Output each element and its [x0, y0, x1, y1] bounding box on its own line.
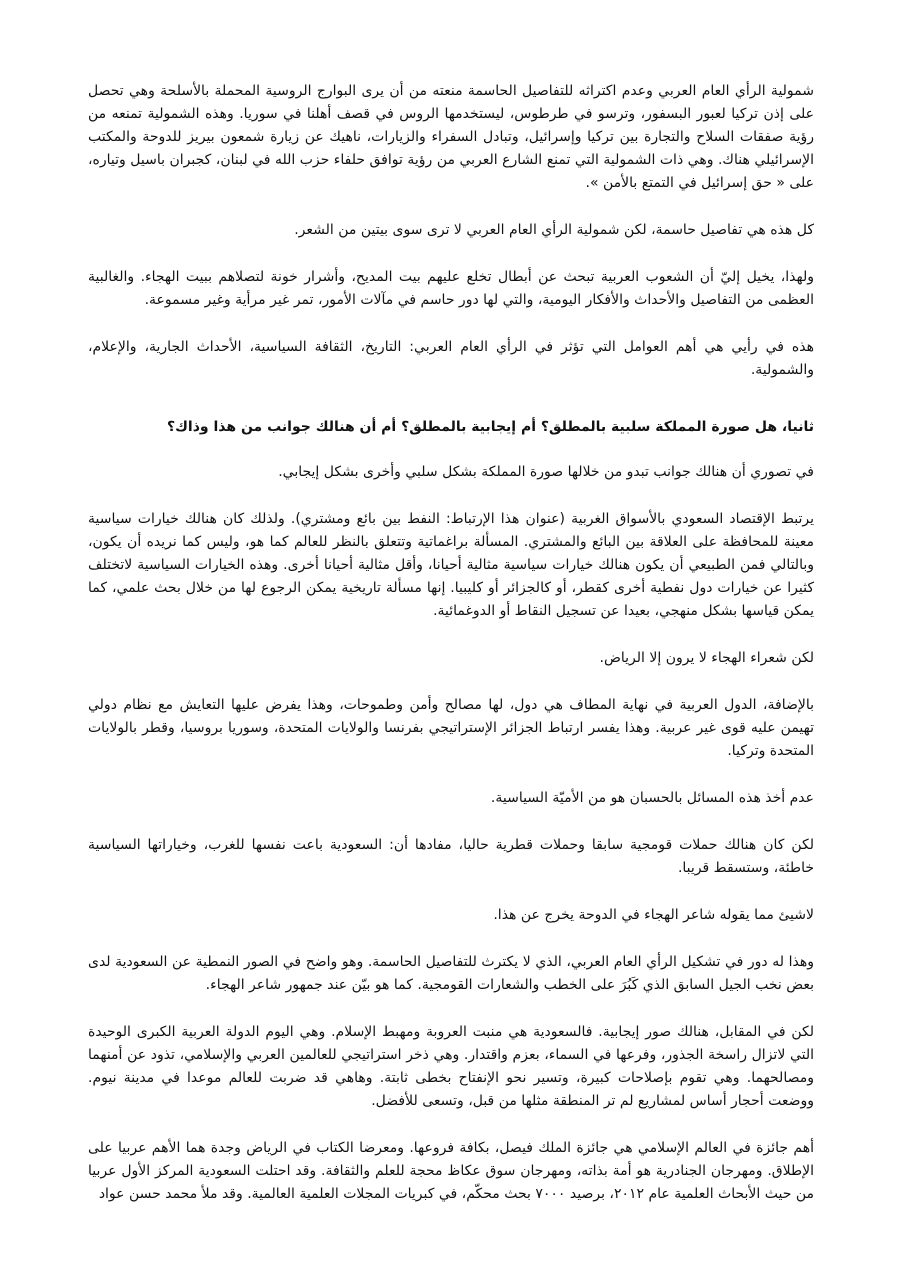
paragraph: أهم جائزة في العالم الإسلامي هي جائزة الملك فيصل، بكافة فروعها. ومعرضا الكتاب في الرياض وجدة هما الأهم عربيا على الإطلاق. ومهرجان الجنادرية هو أمة بذاته، ومهرجان سوق عكاظ محجة للعلم والثقافة. وقد احتلت السعودية المركز الأول عربيا من حيث الأبحاث العلمية عام ٢٠١٢، برصيد ٧٠٠٠ بحث محكّم، في كبريات المجلات العلمية العالمية. وقد ملأ محمد حسن عواد	[88, 1140, 814, 1202]
document-body	[88, 80, 814, 1230]
paragraph: عدم أخذ هذه المسائل بالحسبان هو من الأميّة السياسية.	[490, 790, 814, 806]
paragraph: شمولية الرأي العام العربي وعدم اكتراثه للتفاصيل الحاسمة منعته من أن يرى البوارج الروسية المحملة بالأسلحة وهي تحصل على إذن تركيا لعبور البسفور، وترسو في طرطوس، ليستخدمها الروس في قصف أهلنا في سوريا. وهذه الشمولية تمنعه من رؤية صفقات السلاح والتجارة بين تركيا وإسرائيل، وتبادل السفراء والزيارات، ناهيك عن زيارة شمعون بيريز للدوحة والمكتب الإسرائيلي هناك. وهي ذات الشمولية التي تمنع الشارع العربي من رؤية توافق حلفاء حزب الله في لبنان، كجبران باسيل وتياره، على « حق إسرائيل في التمتع بالأمن ».	[88, 83, 814, 191]
paragraph: كل هذه هي تفاصيل حاسمة، لكن شمولية الرأي العام العربي لا ترى سوى بيتين من الشعر.	[294, 222, 814, 238]
paragraph: لاشيئ مما يقوله شاعر الهجاء في الدوحة يخرج عن هذا.	[493, 907, 814, 923]
paragraph: لكن في المقابل، هنالك صور إيجابية. فالسعودية هي منبت العروبة ومهبط الإسلام. وهي اليوم الدولة العربية الكبرى الوحيدة التي لاتزال راسخة الجذور، وفرعها في السماء، بعزم واقتدار. وهي ذخر استراتيجي للعالمين العربي والإسلامي، تذود عن أمنهما ومصالحهما. وهي تقوم بإصلاحات كبيرة، وتسير نحو الإنفتاح بخطى ثابتة. وهاهي قد ضربت للعالم موعدا في مدينة نيوم. ووضعت أحجار أساس لمشاريع لم تر المنطقة مثلها من قبل، وتسعى للأفضل.	[88, 1024, 814, 1109]
paragraph: هذه في رأيي هي أهم العوامل التي تؤثر في الرأي العام العربي: التاريخ، الثقافة السياسية، الأحداث الجارية، والإعلام، والشمولية.	[88, 339, 814, 378]
paragraph: وهذا له دور في تشكيل الرأي العام العربي، الذي لا يكترث للتفاصيل الحاسمة. وهو واضح في الصور النمطية عن السعودية لدى بعض نخب الجيل السابق الذي كَبُرَ على الخطب والشعارات القومجية. كما هو بيّن عند جمهور شاعر الهجاء.	[88, 954, 814, 993]
paragraph: يرتبط الإقتصاد السعودي بالأسواق الغربية (عنوان هذا الإرتباط: النفط بين بائع ومشتري). ولذلك كان هنالك خيارات سياسية معينة للمحافظة على العلاقة بين البائع والمشتري. المسألة براغماتية وتتعلق بالنظر للعالم كما هو، وليس كما نريده أن يكون، وبالتالي فمن الطبيعي أن يكون هنالك خيارات سياسية مثالية أحيانا، وأقل مثالية أحيانا أخرى. وهذه الخيارات السياسية لاتختلف كثيرا عن خيارات دول نفطية أخرى كقطر، أو كالجزائر أو كليبيا. إنها مسألة تاريخية يمكن الرجوع لها من خلال بحث علمي، كما يمكن قياسها بشكل منهجي، بعيدا عن تسجيل النقاط أو الدوغمائية.	[88, 511, 814, 619]
section-heading: ثانيا، هل صورة المملكة سلبية بالمطلق؟ أم إيجابية بالمطلق؟ أم أن هنالك جوانب من هذا وذاك؟	[166, 419, 814, 435]
paragraph: لكن كان هنالك حملات قومجية سابقا وحملات قطرية حاليا، مفادها أن: السعودية باعت نفسها للغرب، وخياراتها السياسية خاطئة، وستسقط قريبا.	[88, 837, 814, 876]
paragraph: في تصوري أن هنالك جوانب تبدو من خلالها صورة المملكة بشكل سلبي وأخرى بشكل إيجابي.	[278, 464, 814, 480]
paragraph: ولهذا، يخيل إليّ أن الشعوب العربية تبحث عن أبطال تخلع عليهم بيت المديح، وأشرار خونة لتصلاهم ببيت الهجاء. والغالبية العظمى من التفاصيل والأحداث والأفكار اليومية، والتي لها دور حاسم في مآلات الأمور، تمر غير مرأية وغير مسموعة.	[88, 269, 814, 308]
paragraph: لكن شعراء الهجاء لا يرون إلا الرياض.	[599, 650, 814, 666]
paragraph: بالإضافة، الدول العربية في نهاية المطاف هي دول، لها مصالح وأمن وطموحات، وهذا يفرض عليها التعايش مع نظام دولي تهيمن عليه قوى غير عربية. وهذا يفسر ارتباط الجزائر الإستراتيجي بفرنسا والولايات المتحدة، وسوريا بروسيا، وقطر بالولايات المتحدة وتركيا.	[88, 697, 814, 759]
